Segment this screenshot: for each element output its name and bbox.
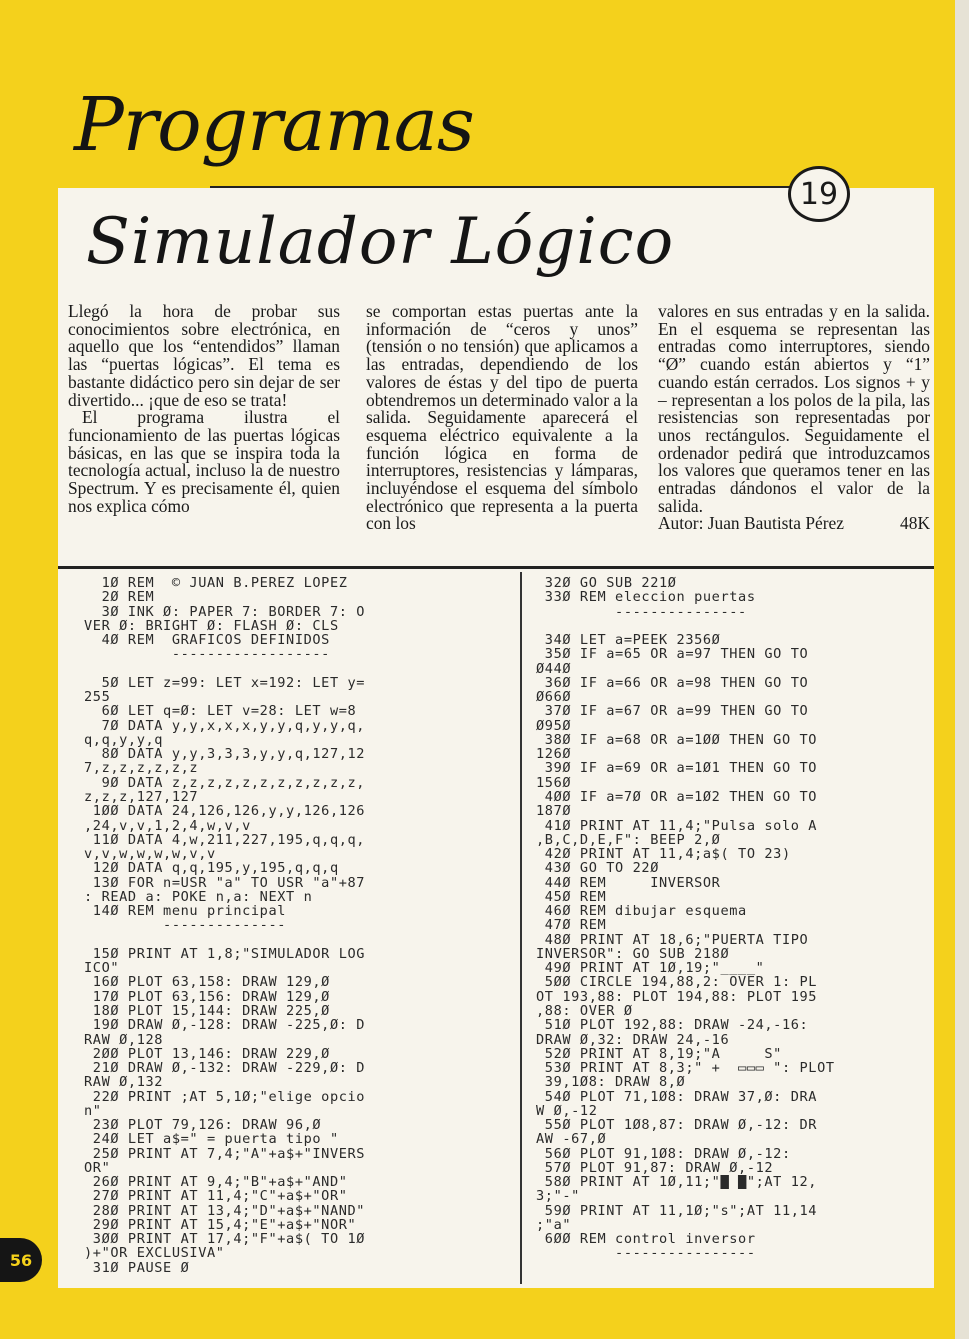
code-line: 42Ø PRINT AT 11,4;a$( TO 23) — [536, 847, 791, 862]
code-line: RAW Ø,132 — [84, 1075, 164, 1090]
paragraph: se comportan estas puertas ante la información de “ceros y unos” (tensión o no tensión) que aplicamos a las entradas, dependiendo de los valores de éstas y del tipo de puerta obtendremos un determinado valor a la salida. Seguidamente aparecerá el esquema eléctrico equivalente a la función lógica en forma de interruptores, resistencias y lámparas, incluyéndose el esquema del símbolo electrónico que representa a la puerta con los — [366, 301, 638, 534]
code-line: 44Ø REM INVERSOR — [536, 875, 721, 890]
code-line: 25Ø PRINT AT 7,4;"A"+a$+"INVERS — [84, 1146, 366, 1161]
code-line: 4Ø REM GRAFICOS DEFINIDOS — [84, 633, 330, 648]
code-line: Ø66Ø — [536, 690, 572, 705]
paragraph: El programa ilustra el funcionamiento de las puertas lógicas básicas, en las que se inspira toda la tecnología actual, incluso la de nuestro Spectrum. Y es precisamente él, quien nos explica cómo — [68, 407, 340, 516]
code-line: 6Ø LET q=Ø: LET v=28: LET w=8 — [84, 704, 357, 719]
paragraph: Llegó la hora de probar sus conocimientos sobre electrónica, en aquello que los “entendidos” llaman las “puertas lógicas”. El tema es bastante didáctico pero sin dejar de ser divertido... ¡que de eso se trata! — [68, 301, 340, 410]
paragraph: valores en sus entradas y en la salida. En el esquema se representan las entradas como interruptores, siendo “Ø” cuando están abiertos y “1” cuando están cerrados. Los signos + y – representan a los polos de la pila, las resistencias son representadas por unos rectángulos. Seguidamente el ordenador pedirá que introduzcamos los valores que queramos tener en las entradas dándonos el valor de la salida. — [658, 301, 930, 516]
code-line: 43Ø GO TO 22Ø — [536, 861, 659, 876]
code-line: --------------- — [536, 604, 747, 619]
code-line: VER Ø: BRIGHT Ø: FLASH Ø: CLS — [84, 618, 339, 634]
code-line: 8Ø DATA y,y,3,3,3,y,y,q,127,12 — [84, 747, 366, 762]
code-line: 47Ø REM — [536, 918, 607, 933]
code-line: 187Ø — [536, 804, 572, 819]
code-line: 54Ø PLOT 71,1Ø8: DRAW 37,Ø: DRA — [536, 1089, 818, 1104]
code-line: W Ø,-12 — [536, 1103, 598, 1119]
code-line: RAW Ø,128 — [84, 1032, 164, 1047]
code-line: 26Ø PRINT AT 9,4;"B"+a$+"AND" — [84, 1175, 348, 1190]
code-line: 37Ø IF a=67 OR a=99 THEN GO TO — [536, 704, 809, 719]
code-line: Ø95Ø — [536, 718, 572, 733]
code-line: 28Ø PRINT AT 13,4;"D"+a$+"NAND" — [84, 1203, 366, 1218]
code-line: 21Ø DRAW Ø,-132: DRAW -229,Ø: D — [84, 1061, 366, 1076]
code-line: 24Ø LET a$=" = puerta tipo " — [84, 1132, 339, 1147]
code-line: 59Ø PRINT AT 11,1Ø;"s";AT 11,14 — [536, 1203, 818, 1218]
code-line: 58Ø PRINT AT 1Ø,11;"█ █";AT 12, — [536, 1175, 818, 1190]
code-line: ;"a" — [536, 1217, 572, 1233]
code-line: 55Ø PLOT 1Ø8,87: DRAW Ø,-12: DR — [536, 1118, 818, 1133]
code-line: 2ØØ PLOT 13,146: DRAW 229,Ø — [84, 1046, 330, 1062]
code-line: 23Ø PLOT 79,126: DRAW 96,Ø — [84, 1118, 322, 1133]
code-line: )+"OR EXCLUSIVA" — [84, 1246, 225, 1261]
code-line — [536, 619, 930, 633]
code-line: 51Ø PLOT 192,88: DRAW -24,-16: — [536, 1018, 809, 1033]
code-line: ICO" — [84, 961, 120, 976]
code-line: 39,1Ø8: DRAW 8,Ø — [536, 1075, 686, 1090]
code-line: 6ØØ REM control inversor — [536, 1232, 756, 1247]
code-line: q,q,y,y,q — [84, 732, 164, 748]
code-line: INVERSOR": GO SUB 218Ø — [536, 946, 730, 962]
code-line: : READ a: POKE n,a: NEXT n — [84, 889, 313, 905]
code-line: 7Ø DATA y,y,x,x,x,y,y,q,y,y,q, — [84, 718, 366, 733]
code-line: 126Ø — [536, 747, 572, 762]
code-line: n" — [84, 1103, 102, 1119]
code-line: 1Ø REM © JUAN B.PEREZ LOPEZ — [84, 576, 348, 591]
listing-right — [536, 576, 930, 1261]
code-line: 31Ø PAUSE Ø — [84, 1260, 190, 1276]
code-line: 2Ø REM — [84, 590, 155, 605]
code-line: 56Ø PLOT 91,1Ø8: DRAW Ø,-12: — [536, 1146, 791, 1161]
code-line: z,z,z,127,127 — [84, 789, 199, 805]
code-line: 3ØØ PRINT AT 17,4;"F"+a$( TO 1Ø — [84, 1232, 366, 1247]
code-line: 1ØØ DATA 24,126,126,y,y,126,126 — [84, 804, 366, 819]
code-line: OT 193,88: PLOT 194,88: PLOT 195 — [536, 989, 818, 1004]
code-line: 33Ø REM eleccion puertas — [536, 590, 756, 605]
text-column-3 — [658, 303, 930, 533]
code-line: 255 — [84, 690, 111, 705]
code-line — [84, 662, 514, 676]
code-line: ,24,v,v,1,2,4,w,v,v — [84, 818, 251, 833]
code-line: 15Ø PRINT AT 1,8;"SIMULADOR LOG — [84, 946, 366, 962]
page-edge — [955, 0, 969, 1339]
code-line: DRAW Ø,32: DRAW 24,-16 — [536, 1032, 730, 1047]
memory-size: 48K — [900, 513, 930, 534]
code-line: 14Ø REM menu principal — [84, 904, 287, 919]
code-line: ---------------- — [536, 1246, 756, 1261]
code-line: 34Ø LET a=PEEK 2356Ø — [536, 633, 721, 648]
text-column-1 — [68, 303, 340, 515]
code-line — [84, 933, 514, 947]
listing-divider — [520, 572, 522, 1284]
text-column-2 — [366, 303, 638, 533]
code-line: 38Ø IF a=68 OR a=1ØØ THEN GO TO — [536, 732, 818, 748]
code-line: Ø44Ø — [536, 661, 572, 676]
header-rule — [210, 186, 790, 188]
code-line: AW -67,Ø — [536, 1132, 607, 1147]
code-line: 17Ø PLOT 63,156: DRAW 129,Ø — [84, 989, 330, 1004]
section-title: Programas — [74, 82, 474, 168]
code-line: 11Ø DATA 4,w,211,227,195,q,q,q, — [84, 832, 366, 848]
code-line: 13Ø FOR n=USR "a" TO USR "a"+87 — [84, 875, 366, 890]
code-line: 46Ø REM dibujar esquema — [536, 904, 747, 919]
code-line: 53Ø PRINT AT 8,3;" + ▭▭▭ ": PLOT — [536, 1061, 835, 1076]
code-line: 45Ø REM — [536, 889, 607, 905]
code-line: 22Ø PRINT ;AT 5,1Ø;"elige opcio — [84, 1089, 366, 1104]
code-line: 12Ø DATA q,q,195,y,195,q,q,q — [84, 861, 339, 876]
code-line: 39Ø IF a=69 OR a=1Ø1 THEN GO TO — [536, 761, 818, 776]
code-line: -------------- — [84, 918, 287, 933]
code-line: 5Ø LET z=99: LET x=192: LET y= — [84, 675, 366, 691]
code-line: 3Ø INK Ø: PAPER 7: BORDER 7: O — [84, 604, 366, 619]
issue-number-badge: 19 — [788, 166, 850, 222]
code-line: 57Ø PLOT 91,87: DRAW Ø,-12 — [536, 1160, 774, 1176]
code-line: 29Ø PRINT AT 15,4;"E"+a$+"NOR" — [84, 1217, 357, 1233]
listing-top-rule — [58, 566, 934, 569]
code-line: 4ØØ IF a=7Ø OR a=1Ø2 THEN GO TO — [536, 789, 818, 805]
code-line: 52Ø PRINT AT 8,19;"A S" — [536, 1046, 782, 1062]
code-line: 49Ø PRINT AT 1Ø,19;"____" — [536, 961, 765, 976]
code-line: 3;"-" — [536, 1189, 580, 1204]
code-line: ,B,C,D,E,F": BEEP 2,Ø — [536, 832, 721, 848]
code-line: 27Ø PRINT AT 11,4;"C"+a$+"OR" — [84, 1189, 348, 1204]
listing-left — [84, 576, 514, 1275]
code-line: OR" — [84, 1160, 111, 1176]
code-line: 19Ø DRAW Ø,-128: DRAW -225,Ø: D — [84, 1018, 366, 1033]
code-line: 48Ø PRINT AT 18,6;"PUERTA TIPO — [536, 932, 809, 947]
code-line: v,v,w,w,w,w,v,v — [84, 847, 216, 862]
code-line: ------------------ — [84, 647, 330, 662]
code-line: 41Ø PRINT AT 11,4;"Pulsa solo A — [536, 818, 818, 833]
code-line: 32Ø GO SUB 221Ø — [536, 576, 677, 591]
code-line: 9Ø DATA z,z,z,z,z,z,z,z,z,z,z, — [84, 775, 366, 790]
code-line: 5ØØ CIRCLE 194,88,2: OVER 1: PL — [536, 975, 818, 990]
author: Autor: Juan Bautista Pérez — [658, 513, 844, 534]
article-title: Simulador Lógico — [86, 205, 675, 279]
code-line: 156Ø — [536, 775, 572, 790]
code-line: 35Ø IF a=65 OR a=97 THEN GO TO — [536, 647, 809, 662]
author-row — [658, 515, 930, 533]
code-line: 16Ø PLOT 63,158: DRAW 129,Ø — [84, 975, 330, 990]
code-line: 7,z,z,z,z,z,z — [84, 761, 199, 776]
code-line: 36Ø IF a=66 OR a=98 THEN GO TO — [536, 675, 809, 691]
page-number: 56 — [0, 1238, 42, 1282]
code-line: 18Ø PLOT 15,144: DRAW 225,Ø — [84, 1003, 330, 1019]
code-line: ,88: OVER Ø — [536, 1003, 633, 1019]
